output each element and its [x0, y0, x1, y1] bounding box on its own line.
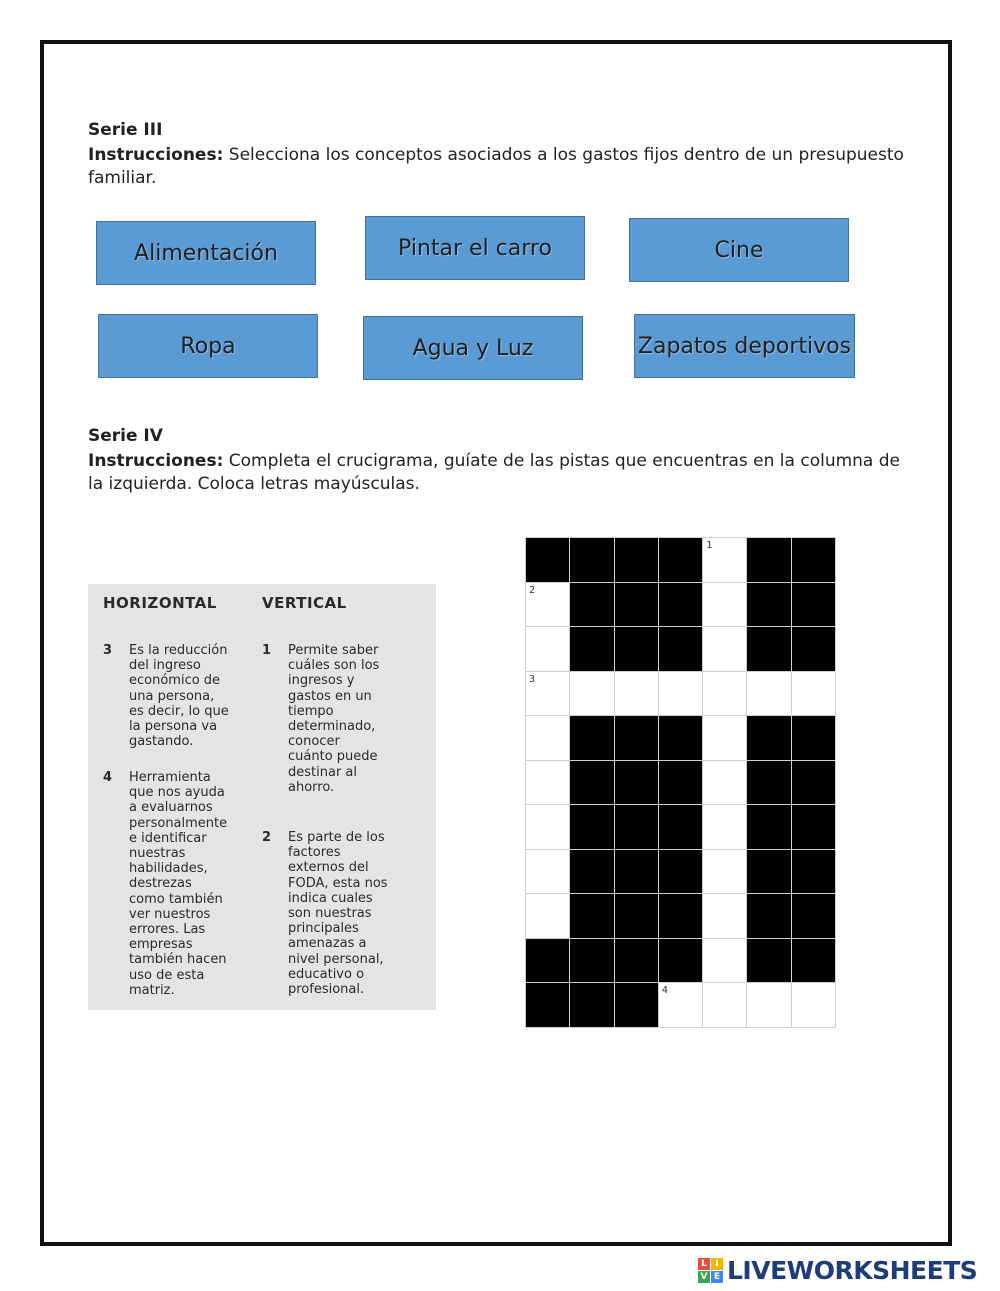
horizontal-header: HORIZONTAL — [103, 594, 217, 612]
crossword-block — [792, 538, 836, 583]
logo-tile: L — [698, 1258, 710, 1270]
crossword-letter-input[interactable] — [703, 805, 746, 849]
crossword-cell — [747, 672, 791, 717]
crossword-block — [659, 538, 703, 583]
crossword-block — [792, 716, 836, 761]
crossword-block — [570, 850, 614, 895]
crossword-letter-input[interactable] — [615, 672, 658, 716]
crossword-block — [526, 538, 570, 583]
crossword-cell — [703, 850, 747, 895]
crossword-block — [526, 983, 570, 1028]
crossword-cell — [659, 672, 703, 717]
crossword-block — [615, 805, 659, 850]
crossword-letter-input[interactable] — [526, 805, 569, 849]
crossword-block — [747, 716, 791, 761]
crossword-block — [526, 939, 570, 984]
clue-number: 4 — [103, 770, 113, 785]
concept-pintar-el-carro[interactable]: Pintar el carro — [365, 216, 585, 280]
crossword-letter-input[interactable] — [526, 894, 569, 938]
brand-text: LIVEWORKSHEETS — [727, 1256, 978, 1285]
crossword-letter-input[interactable] — [526, 761, 569, 805]
crossword-block — [792, 805, 836, 850]
serie4-instr-label: Instrucciones: — [88, 451, 224, 471]
crossword-cell — [703, 939, 747, 984]
concept-ropa[interactable]: Ropa — [98, 314, 318, 378]
crossword-block — [570, 627, 614, 672]
crossword-cell — [703, 538, 747, 583]
logo-tile: I — [711, 1258, 723, 1270]
clue-number: 2 — [262, 830, 272, 845]
clue-number: 1 — [262, 643, 272, 658]
crossword-cell — [570, 672, 614, 717]
crossword-letter-input[interactable] — [526, 850, 569, 894]
crossword-block — [792, 761, 836, 806]
crossword-block — [747, 761, 791, 806]
crossword-cell — [659, 983, 703, 1028]
crossword-block — [615, 894, 659, 939]
crossword-block — [747, 805, 791, 850]
crossword-block — [747, 894, 791, 939]
crossword-letter-input[interactable] — [659, 672, 702, 716]
crossword-letter-input[interactable] — [703, 983, 746, 1027]
crossword-letter-input[interactable] — [703, 538, 746, 582]
crossword-cell — [526, 894, 570, 939]
crossword-letter-input[interactable] — [526, 627, 569, 671]
crossword-cell — [703, 805, 747, 850]
crossword-block — [659, 850, 703, 895]
crossword-cell — [747, 983, 791, 1028]
crossword-block — [570, 805, 614, 850]
crossword-cell — [526, 716, 570, 761]
crossword-block — [792, 583, 836, 628]
crossword-block — [792, 627, 836, 672]
crossword-letter-input[interactable] — [703, 716, 746, 760]
crossword-block — [570, 761, 614, 806]
serie3-instr-text: Selecciona los conceptos asociados a los gastos fijos dentro de un presupuesto familiar. — [88, 145, 904, 188]
crossword-letter-input[interactable] — [792, 983, 835, 1027]
clues-panel — [88, 584, 436, 1010]
liveworksheets-logo-icon — [698, 1258, 723, 1283]
crossword-cell — [615, 672, 659, 717]
crossword-clue-number: 1 — [706, 540, 713, 551]
crossword-block — [747, 850, 791, 895]
crossword-cell — [703, 983, 747, 1028]
clue-text: Es la reducción del ingreso económico de una persona, es decir, lo que la persona va gastando. — [129, 643, 229, 750]
crossword-letter-input[interactable] — [703, 583, 746, 627]
crossword-clue-number: 2 — [529, 584, 536, 596]
clue-text: Permite saber cuáles son los ingresos y gastos en un tiempo determinado, conocer cuánto puede destinar al ahorro. — [288, 643, 380, 795]
crossword-block — [747, 627, 791, 672]
crossword-block — [747, 538, 791, 583]
crossword-block — [792, 850, 836, 895]
crossword-letter-input[interactable] — [703, 894, 746, 938]
crossword-block — [659, 716, 703, 761]
liveworksheets-brand — [698, 1256, 977, 1285]
serie3-instr-label: Instrucciones: — [88, 145, 224, 165]
crossword-cell — [526, 805, 570, 850]
crossword-block — [615, 538, 659, 583]
crossword-cell — [703, 716, 747, 761]
crossword-cell — [526, 627, 570, 672]
crossword-block — [659, 894, 703, 939]
crossword-block — [570, 583, 614, 628]
crossword-block — [615, 850, 659, 895]
crossword-cell — [526, 850, 570, 895]
serie3-title: Serie III — [88, 120, 163, 140]
concept-zapatos-deportivos[interactable]: Zapatos deportivos — [634, 314, 855, 378]
crossword-letter-input[interactable] — [570, 672, 613, 716]
crossword-letter-input[interactable] — [703, 850, 746, 894]
crossword-block — [615, 983, 659, 1028]
crossword-cell — [792, 983, 836, 1028]
crossword-block — [570, 983, 614, 1028]
serie3-instructions — [88, 144, 908, 190]
crossword-letter-input[interactable] — [526, 672, 569, 716]
crossword-cell — [526, 761, 570, 806]
concept-agua-y-luz[interactable]: Agua y Luz — [363, 316, 583, 380]
clue-number: 3 — [103, 643, 113, 658]
crossword-block — [659, 805, 703, 850]
crossword-block — [659, 939, 703, 984]
clue-text: Herramienta que nos ayuda a evaluarnos personalmente e identificar nuestras habilidades, destrezas como también ver nuestros errores. Las empresas también hacen uso de esta matriz. — [129, 770, 228, 998]
crossword-block — [615, 716, 659, 761]
crossword-letter-input[interactable] — [747, 983, 790, 1027]
crossword-letter-input[interactable] — [703, 939, 746, 983]
crossword-cell — [703, 583, 747, 628]
serie4-instructions — [88, 450, 908, 496]
crossword-block — [615, 627, 659, 672]
crossword-letter-input[interactable] — [703, 627, 746, 671]
serie4-title: Serie IV — [88, 426, 163, 446]
crossword-letter-input[interactable] — [659, 983, 702, 1027]
crossword-letter-input[interactable] — [526, 583, 569, 627]
crossword-block — [615, 583, 659, 628]
crossword-block — [570, 538, 614, 583]
crossword-block — [792, 894, 836, 939]
vertical-header: VERTICAL — [262, 594, 347, 612]
crossword-block — [570, 894, 614, 939]
concept-alimentacion[interactable]: Alimentación — [96, 221, 316, 285]
logo-tile: E — [711, 1271, 723, 1283]
logo-tile: V — [698, 1271, 710, 1283]
crossword-block — [570, 716, 614, 761]
crossword-cell — [792, 672, 836, 717]
crossword-block — [659, 583, 703, 628]
crossword-letter-input[interactable] — [703, 761, 746, 805]
crossword-letter-input[interactable] — [747, 672, 790, 716]
crossword-cell — [526, 672, 570, 717]
serie4-instr-text: Completa el crucigrama, guíate de las pistas que encuentras en la columna de la izquierda. Coloca letras mayúsculas. — [88, 451, 901, 494]
crossword-block — [792, 939, 836, 984]
crossword-block — [747, 939, 791, 984]
clue-text: Es parte de los factores externos del FODA, esta nos indica cuales son nuestras principales amenazas a nivel personal, educativo o profesional. — [288, 830, 388, 998]
crossword-block — [615, 761, 659, 806]
crossword-letter-input[interactable] — [526, 716, 569, 760]
crossword-cell — [526, 583, 570, 628]
crossword-letter-input[interactable] — [703, 672, 746, 716]
crossword-block — [615, 939, 659, 984]
crossword-block — [747, 583, 791, 628]
crossword-block — [659, 761, 703, 806]
crossword-cell — [703, 761, 747, 806]
crossword-clue-number: 3 — [529, 673, 536, 685]
crossword-block — [659, 627, 703, 672]
crossword-clue-number: 4 — [661, 985, 668, 996]
concept-cine[interactable]: Cine — [629, 218, 849, 282]
crossword-block — [570, 939, 614, 984]
crossword-cell — [703, 894, 747, 939]
crossword-grid — [525, 537, 836, 1028]
crossword-cell — [703, 627, 747, 672]
crossword-letter-input[interactable] — [792, 672, 835, 716]
crossword-cell — [703, 672, 747, 717]
